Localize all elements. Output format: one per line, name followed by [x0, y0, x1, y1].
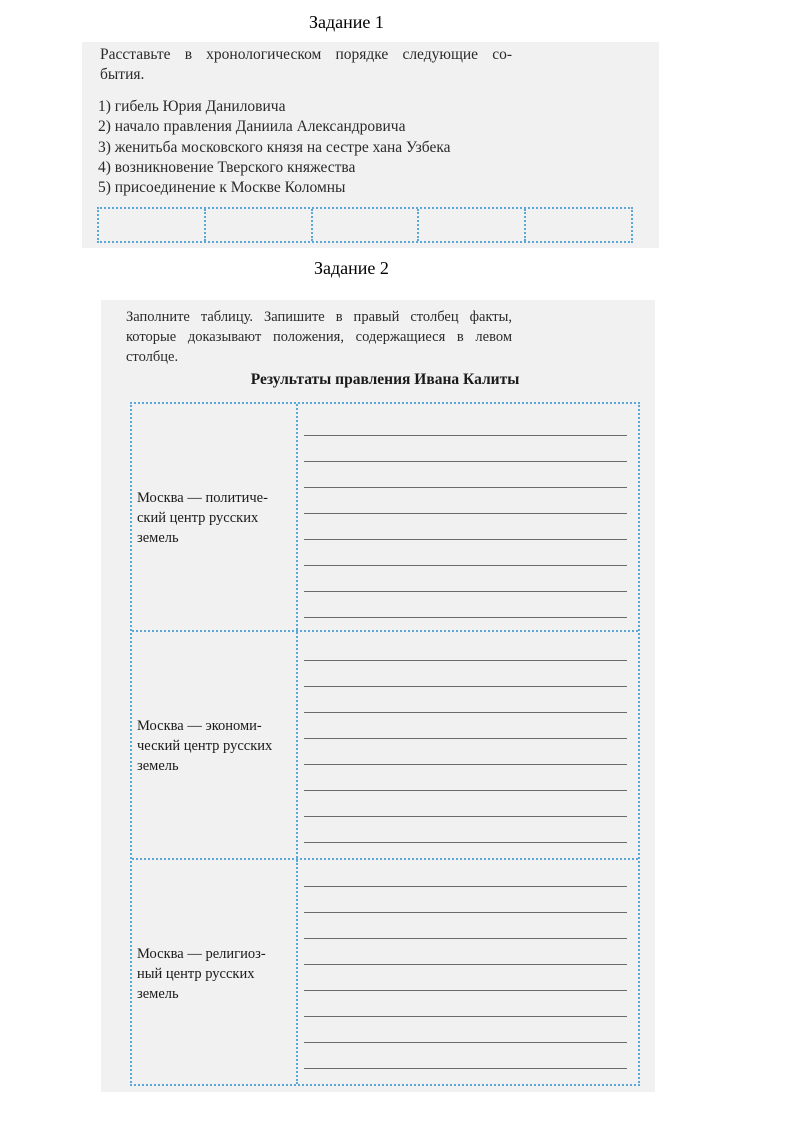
answer-sequence-boxes: [97, 207, 633, 243]
answer-line[interactable]: [304, 686, 627, 687]
event-item: 2) начало правления Даниила Александровича: [98, 118, 406, 136]
answer-box[interactable]: [313, 209, 420, 241]
answer-line[interactable]: [304, 764, 627, 765]
thesis-cell: [132, 404, 298, 630]
table-row: [132, 860, 638, 1084]
answer-line[interactable]: [304, 990, 627, 991]
answer-line[interactable]: [304, 487, 627, 488]
thesis-cell: [132, 860, 298, 1084]
answer-line[interactable]: [304, 964, 627, 965]
event-item: 3) женитьба московского князя на сестре хана Узбека: [98, 138, 451, 156]
answer-line[interactable]: [304, 1068, 627, 1069]
answer-line[interactable]: [304, 816, 627, 817]
instruction-line: бытия.: [100, 66, 145, 83]
answer-line[interactable]: [304, 886, 627, 887]
table-row: [132, 632, 638, 860]
answer-line[interactable]: [304, 591, 627, 592]
answer-line[interactable]: [304, 712, 627, 713]
answer-box[interactable]: [99, 209, 206, 241]
answer-line[interactable]: [304, 1042, 627, 1043]
answer-line[interactable]: [304, 565, 627, 566]
instruction-line: Заполните таблицу. Запишите в правый столбец факты,: [126, 309, 512, 325]
answer-line[interactable]: [304, 912, 627, 913]
events-list: [98, 97, 451, 198]
facts-table: [130, 402, 640, 1086]
event-item: 4) возникновение Тверского княжества: [98, 158, 356, 176]
answer-box[interactable]: [526, 209, 631, 241]
table-title: Результаты правления Ивана Калиты: [250, 371, 520, 388]
event-item: 5) присоединение к Москве Коломны: [98, 179, 346, 197]
task-1-heading: Задание 1: [309, 12, 384, 32]
task-2-instruction: [126, 307, 512, 367]
answer-line[interactable]: [304, 1016, 627, 1017]
answer-line[interactable]: [304, 435, 627, 436]
thesis-text: Москва — политиче- ский центр русских земель: [137, 490, 268, 546]
table-row: [132, 404, 638, 632]
answer-line[interactable]: [304, 790, 627, 791]
task-2-heading: Задание 2: [314, 258, 389, 278]
instruction-line: которые доказывают положения, содержащиеся в левом: [126, 329, 512, 345]
answer-line[interactable]: [304, 660, 627, 661]
answer-line[interactable]: [304, 617, 627, 618]
thesis-cell: [132, 632, 298, 858]
answer-box[interactable]: [419, 209, 526, 241]
thesis-text: Москва — религиоз- ный центр русских земель: [137, 946, 266, 1002]
answer-box[interactable]: [206, 209, 313, 241]
instruction-line: столбце.: [126, 349, 179, 365]
answer-line[interactable]: [304, 513, 627, 514]
task-1-instruction: [100, 45, 512, 85]
answer-line[interactable]: [304, 842, 627, 843]
thesis-text: Москва — экономи- ческий центр русских земель: [137, 718, 273, 774]
answer-line[interactable]: [304, 461, 627, 462]
answer-line[interactable]: [304, 938, 627, 939]
instruction-line: Расставьте в хронологическом порядке следующие со-: [100, 46, 512, 63]
answer-line[interactable]: [304, 738, 627, 739]
answer-line[interactable]: [304, 539, 627, 540]
event-item: 1) гибель Юрия Даниловича: [98, 98, 286, 115]
